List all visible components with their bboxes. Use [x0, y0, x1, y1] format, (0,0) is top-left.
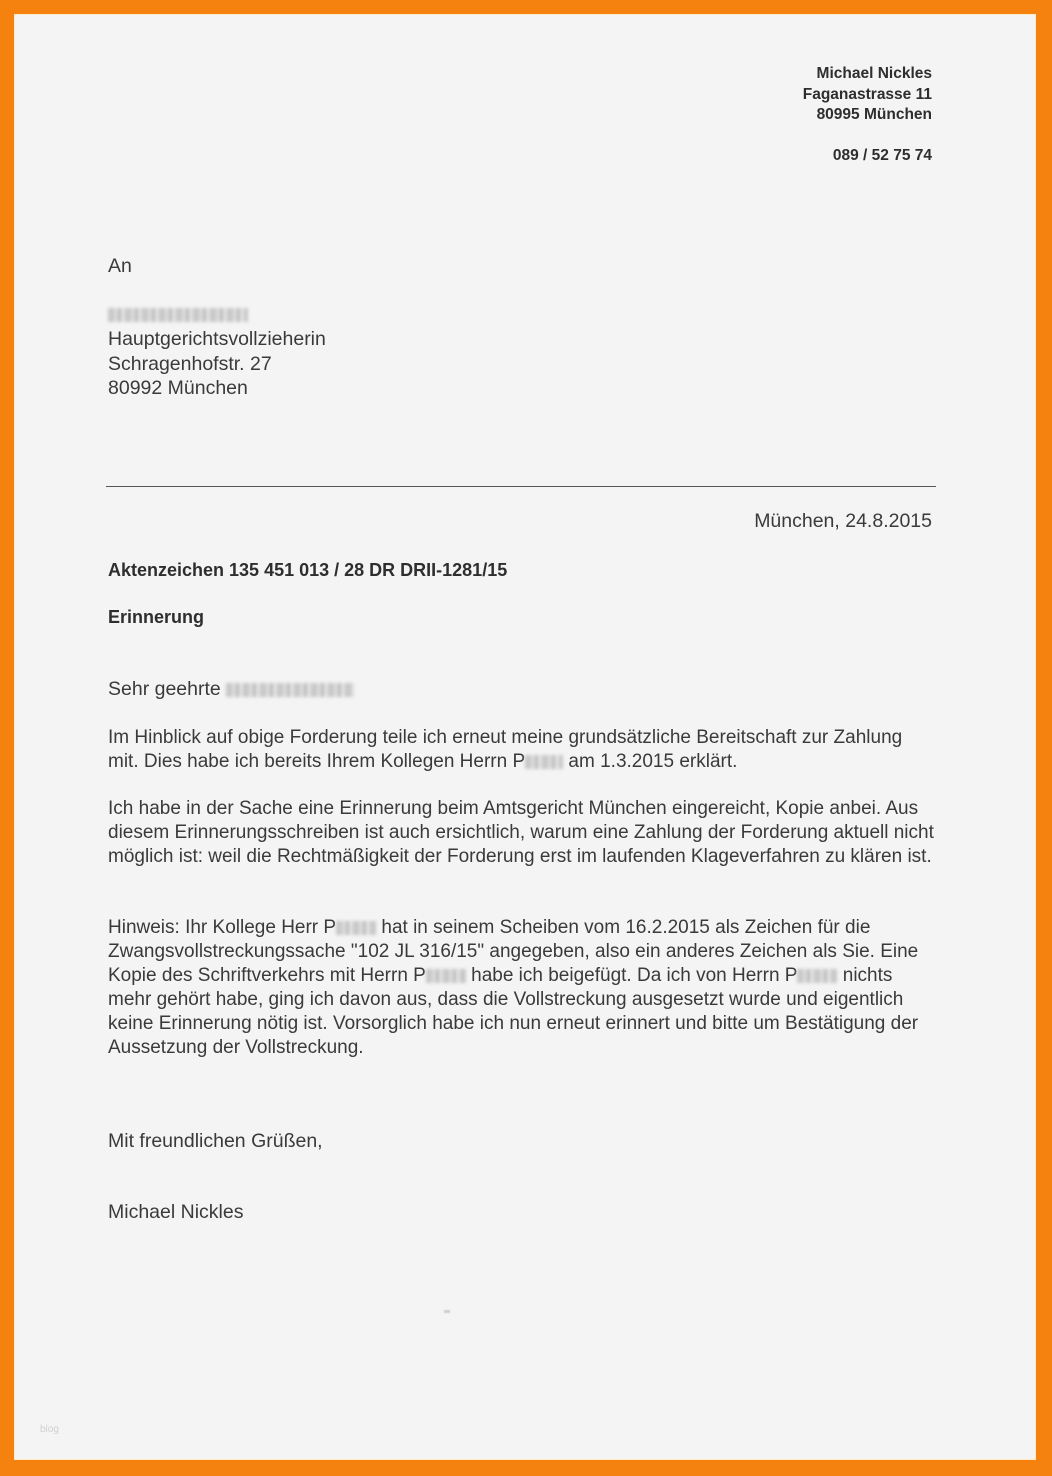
paragraph-3-text-c: habe ich beigefügt. Da ich von Herrn P [465, 965, 798, 986]
sender-street: Faganastrasse 11 [802, 85, 932, 103]
letter-date: München, 24.8.2015 [754, 510, 932, 532]
recipient-name-redacted [108, 303, 326, 328]
paragraph-1 [108, 726, 938, 774]
recipient-street: Schragenhofstr. 27 [108, 352, 272, 375]
salutation-text: Sehr geehrte [108, 678, 221, 700]
divider-line [106, 486, 936, 487]
recipient-city: 80992 München [108, 377, 248, 399]
redacted-name [336, 921, 376, 935]
sender-name: Michael Nickles [816, 65, 932, 82]
paragraph-1-text: Im Hinblick auf obige Forderung teile ich erneut meine grundsätzliche Bereitschaft zur Zahlung mit. Dies habe ich bereits Ihrem Kollegen Herrn P [108, 727, 903, 772]
sender-phone: 089 / 52 75 74 [832, 146, 932, 164]
sender-city: 80995 München [816, 106, 932, 123]
paragraph-3-text-b: hat in seinem Scheiben vom 16.2.2015 als Zeichen für die Zwangsvollstreckungssache "102 JL 316/15" angegeben, also ein anderes Zeichen als Sie. Eine Kopie des Schriftverkehrs mit Herrn P [108, 917, 919, 986]
redacted-name [525, 755, 563, 769]
paragraph-3 [108, 916, 938, 1060]
recipient-block [108, 254, 326, 401]
salutation-name-redacted [226, 683, 354, 697]
redacted-name [426, 969, 466, 983]
watermark: blog [40, 1424, 59, 1435]
paragraph-1-text-end: am 1.3.2015 erklärt. [563, 751, 738, 772]
subject-line: Aktenzeichen 135 451 013 / 28 DR DRII-1281/15 [108, 560, 508, 580]
letter-heading: Erinnerung [108, 607, 205, 627]
paragraph-2: Ich habe in der Sache eine Erinnerung beim Amtsgericht München eingereicht, Kopie anbei. Aus diesem Erinnerungsschreiben ist auch ersichtlich, warum eine Zahlung der Forderung aktuell nicht möglich ist: weil die Rechtmäßigkeit der Forderung erst im laufenden Klageverfahren zu klären ist. [108, 798, 934, 867]
paragraph-3-text-d: nichts mehr gehört habe, ging ich davon aus, dass die Vollstreckung ausgesetzt wurde und eigentlich keine Erinnerung nötig ist. Vorsorglich habe ich nun erneut erinnert und bitte um Bestätigung der Aussetzung der Vollstreckung. [108, 965, 919, 1058]
paragraph-3-text-a: Hinweis: Ihr Kollege Herr P [108, 917, 337, 938]
salutation [108, 678, 354, 701]
redacted-name [797, 969, 837, 983]
scan-speck [444, 1310, 450, 1313]
sender-block [803, 64, 932, 166]
signature: Michael Nickles [108, 1201, 244, 1223]
letter-page [14, 14, 1036, 1460]
recipient-prefix: An [108, 255, 132, 277]
closing: Mit freundlichen Grüßen, [108, 1130, 323, 1152]
recipient-title: Hauptgerichtsvollzieherin [108, 328, 326, 350]
